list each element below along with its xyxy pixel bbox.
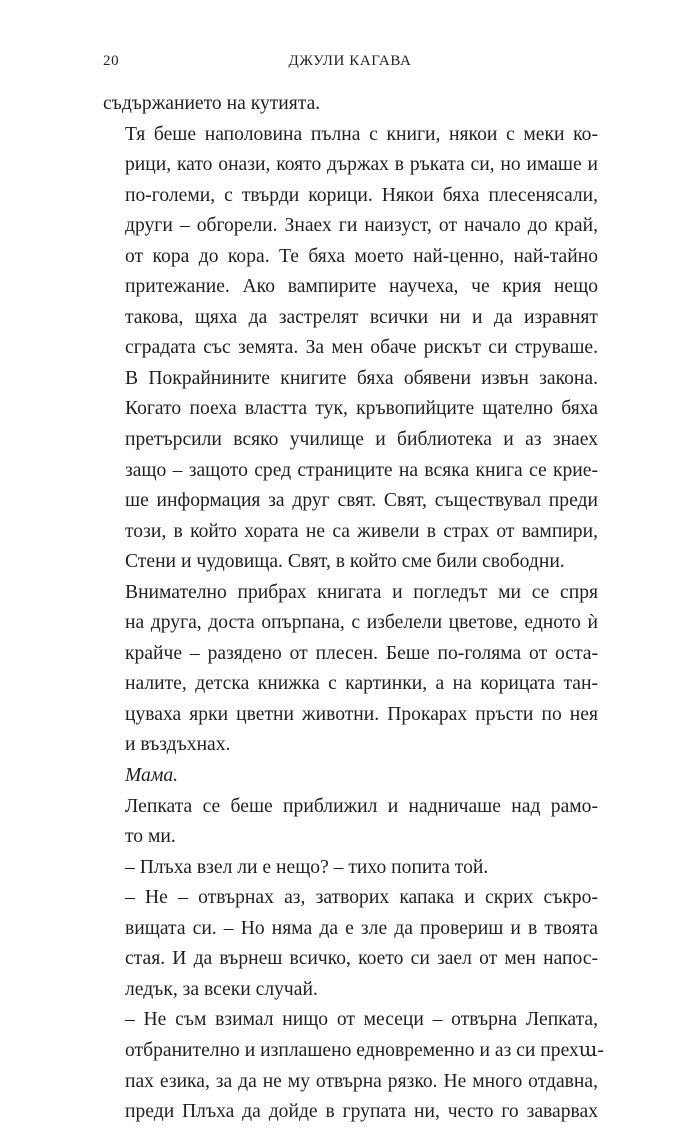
- text-line: съдържанието на кутията.: [103, 93, 321, 114]
- text-line: други – обгорели. Знаех ги наизуст, от начало до край,: [125, 215, 598, 237]
- text-line: Внимателно прибрах книгата и погледът ми се спря: [125, 581, 598, 603]
- text-line: вищата си. – Но няма да е зле да провериш и в твоята: [125, 917, 598, 939]
- paragraph: [103, 120, 598, 578]
- text-line: – Плъха взел ли е нещо? – тихо попита той.: [125, 856, 489, 878]
- paragraph: [103, 89, 598, 120]
- running-head: ДЖУЛИ КАГАВА: [288, 53, 412, 69]
- paragraph: [103, 792, 598, 853]
- text-line: то ми.: [125, 826, 176, 848]
- paragraph: [103, 883, 598, 1005]
- text-line: В Покрайнините книгите бяха обявени извън закона.: [125, 367, 598, 389]
- text-line: рици, като онази, която държах в ръката си, но имаше и: [125, 154, 598, 176]
- text-line: – Не съм взимал нищо от месеци – отвърна Лепката,: [125, 1009, 598, 1031]
- text-line: притежание. Ако вампирите научеха, че крия нещо: [125, 276, 598, 298]
- text-line: – Не – отвърнах аз, затворих капака и скрих съкро-: [125, 887, 598, 909]
- text-line: по-големи, с твърди корици. Някои бяха плесенясали,: [125, 184, 598, 206]
- text-line: такова, щяха да застрелят всички ни и да изравнят: [125, 306, 598, 328]
- text-line: Лепката се беше приближил и надничаше над рамо-: [125, 795, 598, 817]
- text-line: отбранително и изплашено едновременно и аз си прехա-: [125, 1039, 604, 1061]
- text-line: претърсили всяко училище и библиотека и аз знаех: [125, 429, 598, 451]
- text-line: Когато поеха властта тук, кръвопийците щателно бяха: [125, 398, 598, 420]
- text-line: цуваха ярки цветни животни. Прокарах пръсти по нея: [125, 703, 598, 725]
- page-header: [0, 53, 700, 75]
- text-line: ледък, за всеки случай.: [125, 978, 318, 1000]
- text-line: преди Плъха да дойде в групата ни, често го заварвах: [125, 1101, 598, 1123]
- text-line: ше информация за друг свят. Свят, съществувал преди: [125, 490, 598, 512]
- body-text: [103, 89, 604, 1128]
- text-line: защо – защото сред страниците на всяка книга се крие-: [125, 459, 598, 481]
- text-line: Тя беше наполовина пълна с книги, някои с меки ко-: [125, 123, 598, 145]
- text-line: Стени и чудовища. Свят, в който сме били свободни.: [125, 551, 565, 573]
- text-line: стая. И да върнеш всичко, което си заел от мен напос-: [125, 948, 598, 970]
- text-line: Мама.: [125, 765, 179, 787]
- text-line: този, в който хората не са живели в страх от вампири,: [125, 520, 598, 542]
- text-line: налите, детска книжка с картинки, а на корицата тан-: [125, 673, 598, 695]
- paragraph: [103, 578, 598, 761]
- text-line: и въздъхнах.: [125, 734, 231, 756]
- paragraph: [103, 853, 598, 884]
- text-line: на друга, доста опърпана, с избелели цветове, едното ѝ: [125, 612, 598, 634]
- page-number: 20: [103, 53, 120, 69]
- text-line: от кора до кора. Те бяха моето най-ценно, най-тайно: [125, 245, 598, 267]
- text-line: сградата със земята. За мен обаче рискът си струваше.: [125, 337, 598, 359]
- paragraph: [103, 1005, 604, 1127]
- text-line: крайче – разядено от плесен. Беше по-голяма от оста-: [125, 642, 598, 664]
- paragraph: [103, 761, 598, 792]
- text-line: пах езика, за да не му отвърна рязко. Не много отдавна,: [125, 1070, 598, 1092]
